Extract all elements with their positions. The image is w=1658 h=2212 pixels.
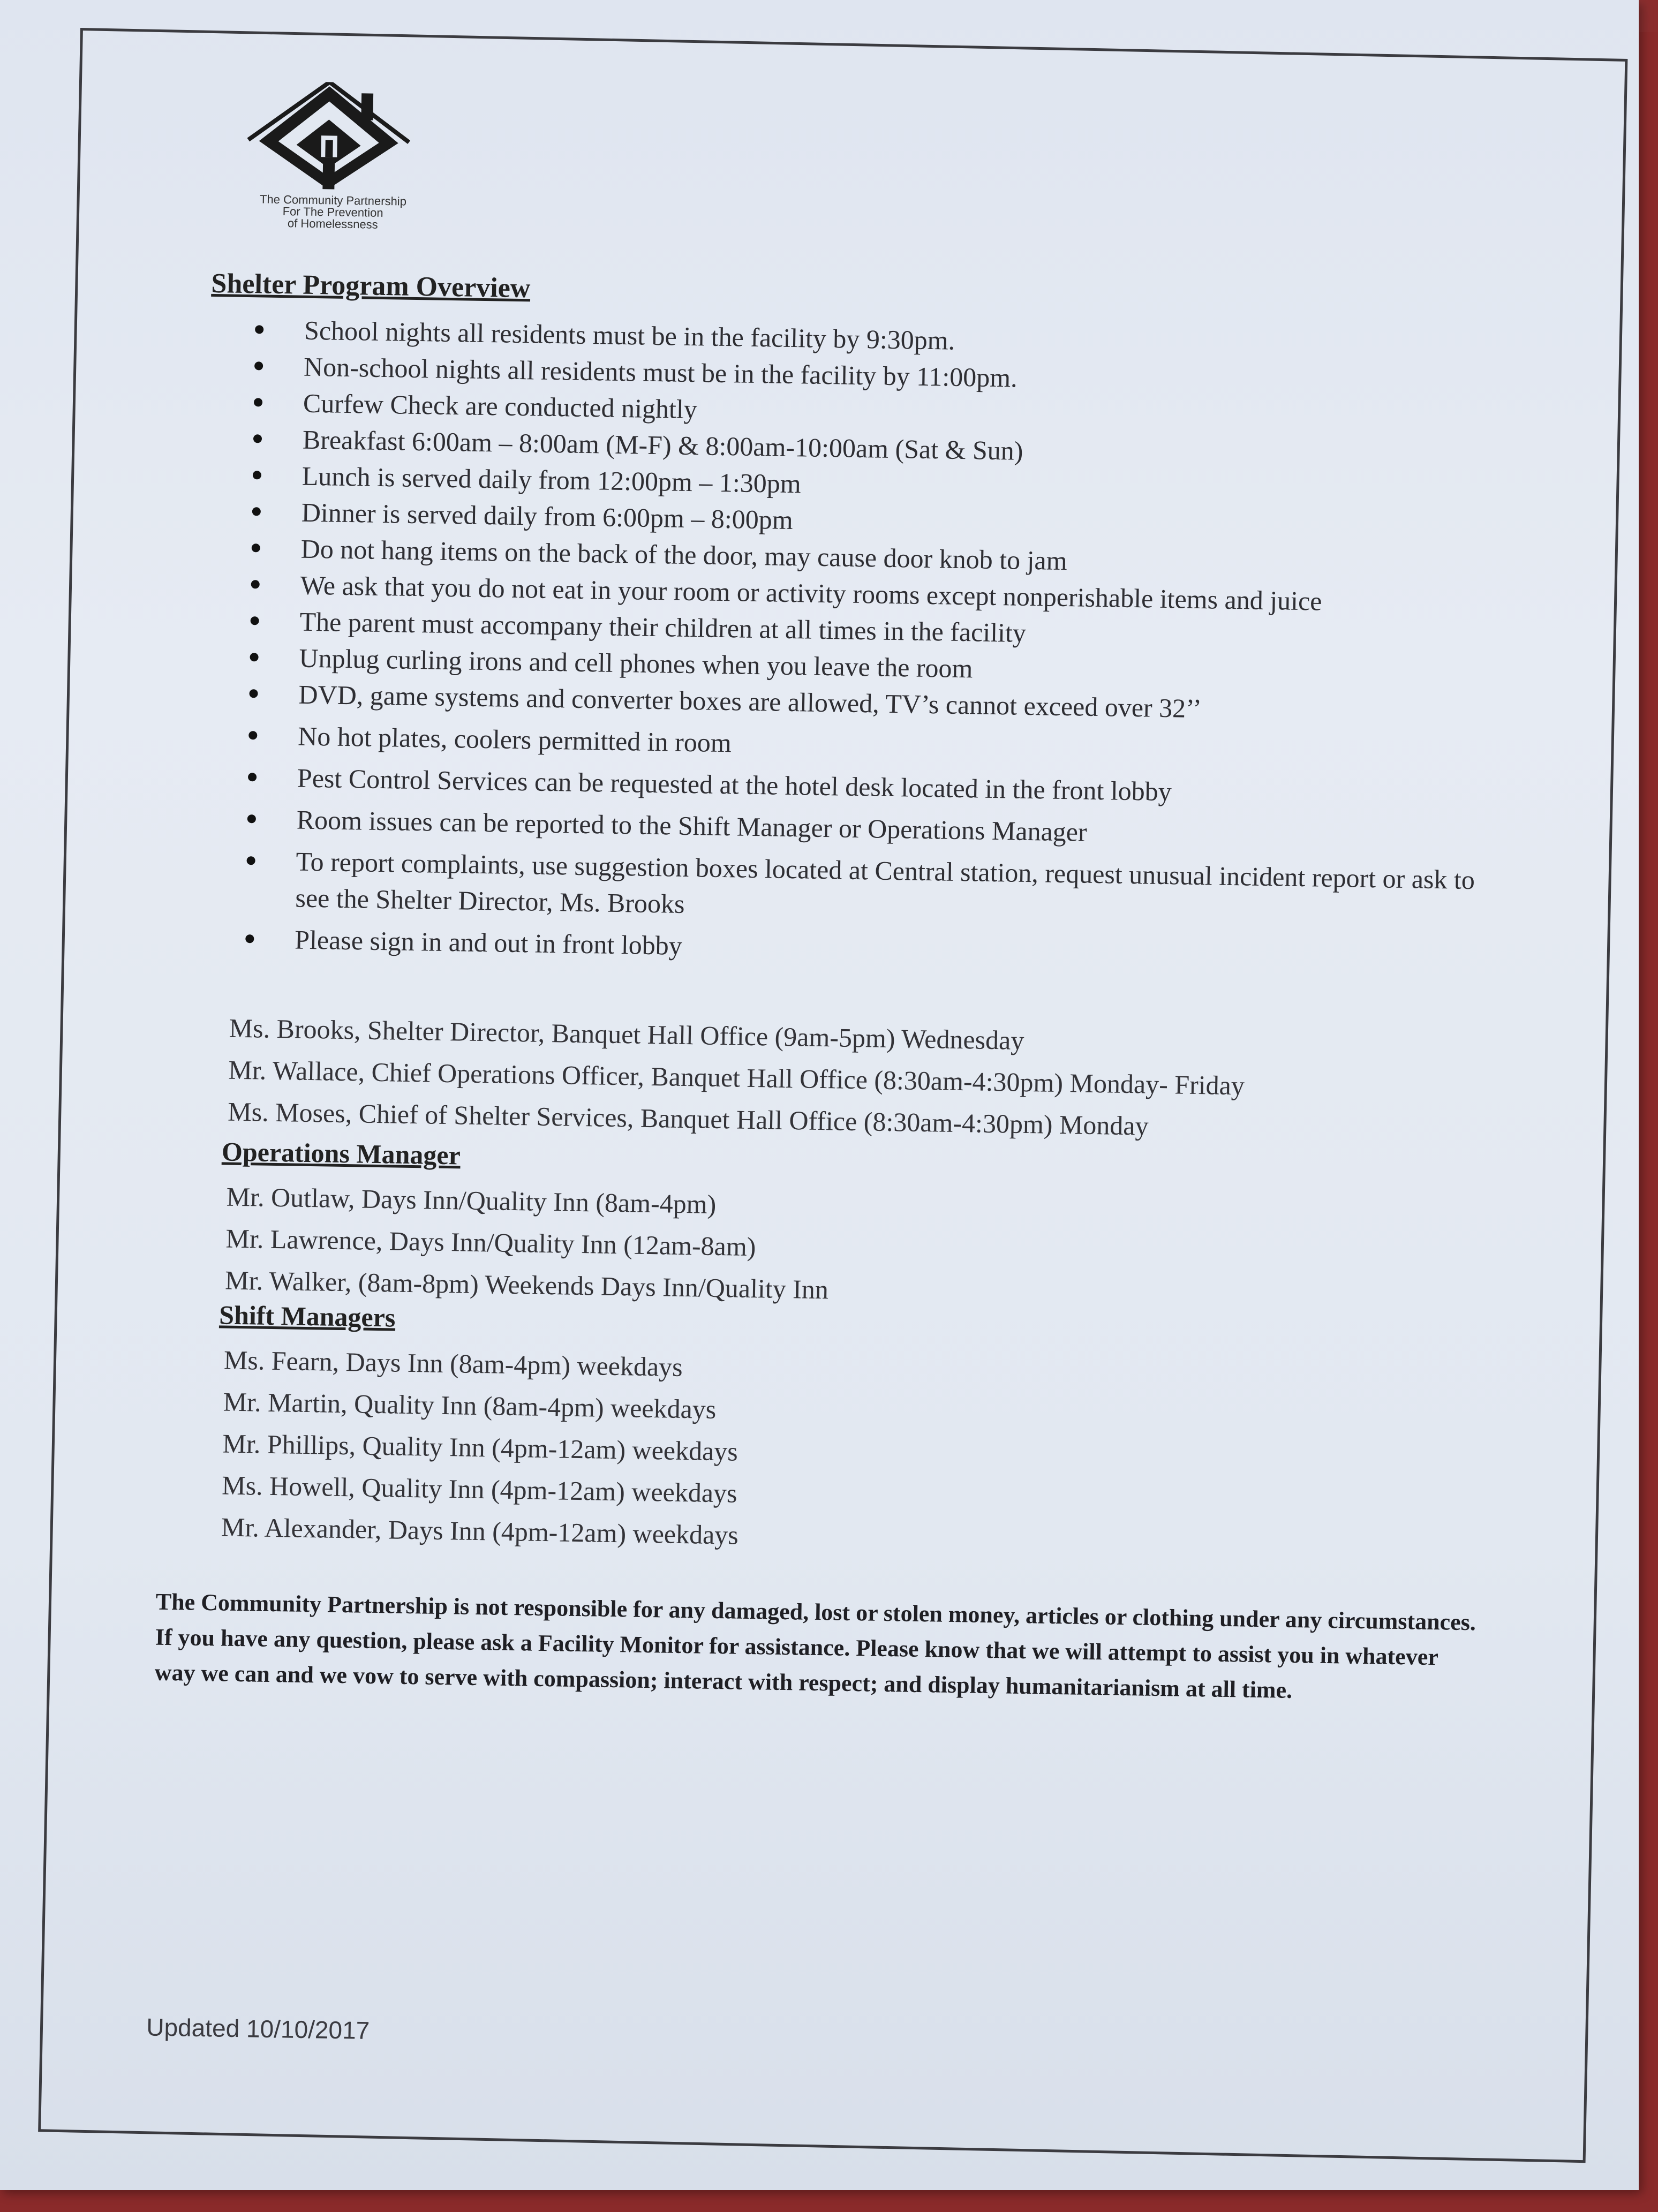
operations-manager-entry: Mr. Lawrence, Days Inn/Quality Inn (12am-8am) <box>225 1223 756 1262</box>
logo-caption <box>215 193 451 232</box>
director-entry: Ms. Moses, Chief of Shelter Services, Banquet Hall Office (8:30am-4:30pm) Monday <box>227 1096 1149 1141</box>
bullet-icon <box>254 361 263 370</box>
shift-managers-title: Shift Managers <box>218 1300 396 1333</box>
logo-caption-line: For The Prevention <box>282 204 383 220</box>
bullet-icon <box>248 773 257 781</box>
list-item-text: Lunch is served daily from 12:00pm – 1:30pm <box>302 460 802 499</box>
bullet-icon <box>251 616 259 625</box>
disclaimer-paragraph: The Community Partnership is not responsible for any damaged, lost or stolen money, articles or clothing under any circumstances. If you have any question, please ask a Facility Monitor for assistance. Please know that we will attempt to assist you in whatever way we can and we vow to serve with compassion; interact with respect; and display humanitarianism at all time. <box>154 1588 1476 1703</box>
operations-manager-title: Operations Manager <box>221 1136 461 1171</box>
bullet-icon <box>252 507 261 516</box>
list-item-text: School nights all residents must be in the facility by 9:30pm. <box>304 315 955 356</box>
bullet-icon <box>250 653 258 661</box>
shift-manager-entry: Ms. Howell, Quality Inn (4pm-12am) weekdays <box>221 1470 737 1508</box>
list-item-text: Do not hang items on the back of the door, may cause door knob to jam <box>300 533 1068 576</box>
list-item-text: To report complaints, use suggestion boxes located at Central station, request unusual incident report or ask to see the Shelter Director, Ms. Brooks <box>295 846 1475 919</box>
list-item-text: Pest Control Services can be requested at the hotel desk located in the front lobby <box>297 763 1172 807</box>
logo-caption-line: The Community Partnership <box>259 192 407 208</box>
shift-manager-entry: Ms. Fearn, Days Inn (8am-4pm) weekdays <box>223 1345 683 1382</box>
bullet-icon <box>247 814 256 823</box>
shift-managers-list <box>221 1339 1509 1568</box>
organization-logo <box>215 80 453 250</box>
bullet-icon <box>252 543 260 552</box>
directors-list <box>228 1007 1514 1153</box>
list-item-text: We ask that you do not eat in your room or activity rooms except nonperishable items and juice <box>300 570 1322 616</box>
operations-manager-entry: Mr. Outlaw, Days Inn/Quality Inn (8am-4pm) <box>226 1181 717 1219</box>
list-item-text: No hot plates, coolers permitted in room <box>297 721 732 758</box>
bullet-icon <box>254 398 262 406</box>
operations-manager-entry: Mr. Walker, (8am-8pm) Weekends Days Inn/Quality Inn <box>224 1265 829 1305</box>
list-item-text: Room issues can be reported to the Shift Manager or Operations Manager <box>296 804 1088 847</box>
list-item-text: Dinner is served daily from 6:00pm – 8:00pm <box>301 497 794 535</box>
bullet-icon <box>253 434 262 443</box>
list-item-text: Curfew Check are conducted nightly <box>303 388 698 425</box>
list-item <box>242 842 1485 934</box>
overview-list <box>241 311 1494 976</box>
list-item-text: Unplug curling irons and cell phones when you leave the room <box>299 643 973 684</box>
director-entry: Ms. Brooks, Shelter Director, Banquet Hall Office (9am-5pm) Wednesday <box>229 1013 1024 1055</box>
operations-manager-list <box>225 1176 1512 1322</box>
bullet-icon <box>249 689 258 698</box>
list-item-text: DVD, game systems and converter boxes are allowed, TV’s cannot exceed over 32’’ <box>298 679 1202 724</box>
list-item-text: The parent must accompany their children at all times in the facility <box>299 606 1027 648</box>
shift-manager-entry: Mr. Martin, Quality Inn (8am-4pm) weekdays <box>223 1386 717 1424</box>
list-item-text: Please sign in and out in front lobby <box>294 924 683 961</box>
bullet-icon <box>253 471 261 479</box>
director-entry: Mr. Wallace, Chief Operations Officer, Banquet Hall Office (8:30am-4:30pm) Monday- Friday <box>228 1054 1245 1101</box>
overview-title: Shelter Program Overview <box>211 268 531 304</box>
updated-date: Updated 10/10/2017 <box>146 2013 370 2044</box>
bullet-icon <box>246 856 255 865</box>
shift-manager-entry: Mr. Alexander, Days Inn (4pm-12am) weekdays <box>221 1512 739 1550</box>
list-item-text: Breakfast 6:00am – 8:00am (M-F) & 8:00am-10:00am (Sat & Sun) <box>302 424 1023 466</box>
list-item-text: Non-school nights all residents must be in the facility by 11:00pm. <box>303 351 1018 393</box>
bullet-icon <box>255 325 263 334</box>
bullet-icon <box>248 731 257 739</box>
bullet-icon <box>245 934 254 943</box>
bullet-icon <box>251 580 260 588</box>
shift-manager-entry: Mr. Phillips, Quality Inn (4pm-12am) weekdays <box>222 1428 738 1467</box>
logo-caption-line: of Homelessness <box>287 216 378 231</box>
house-logo-icon <box>215 80 453 197</box>
